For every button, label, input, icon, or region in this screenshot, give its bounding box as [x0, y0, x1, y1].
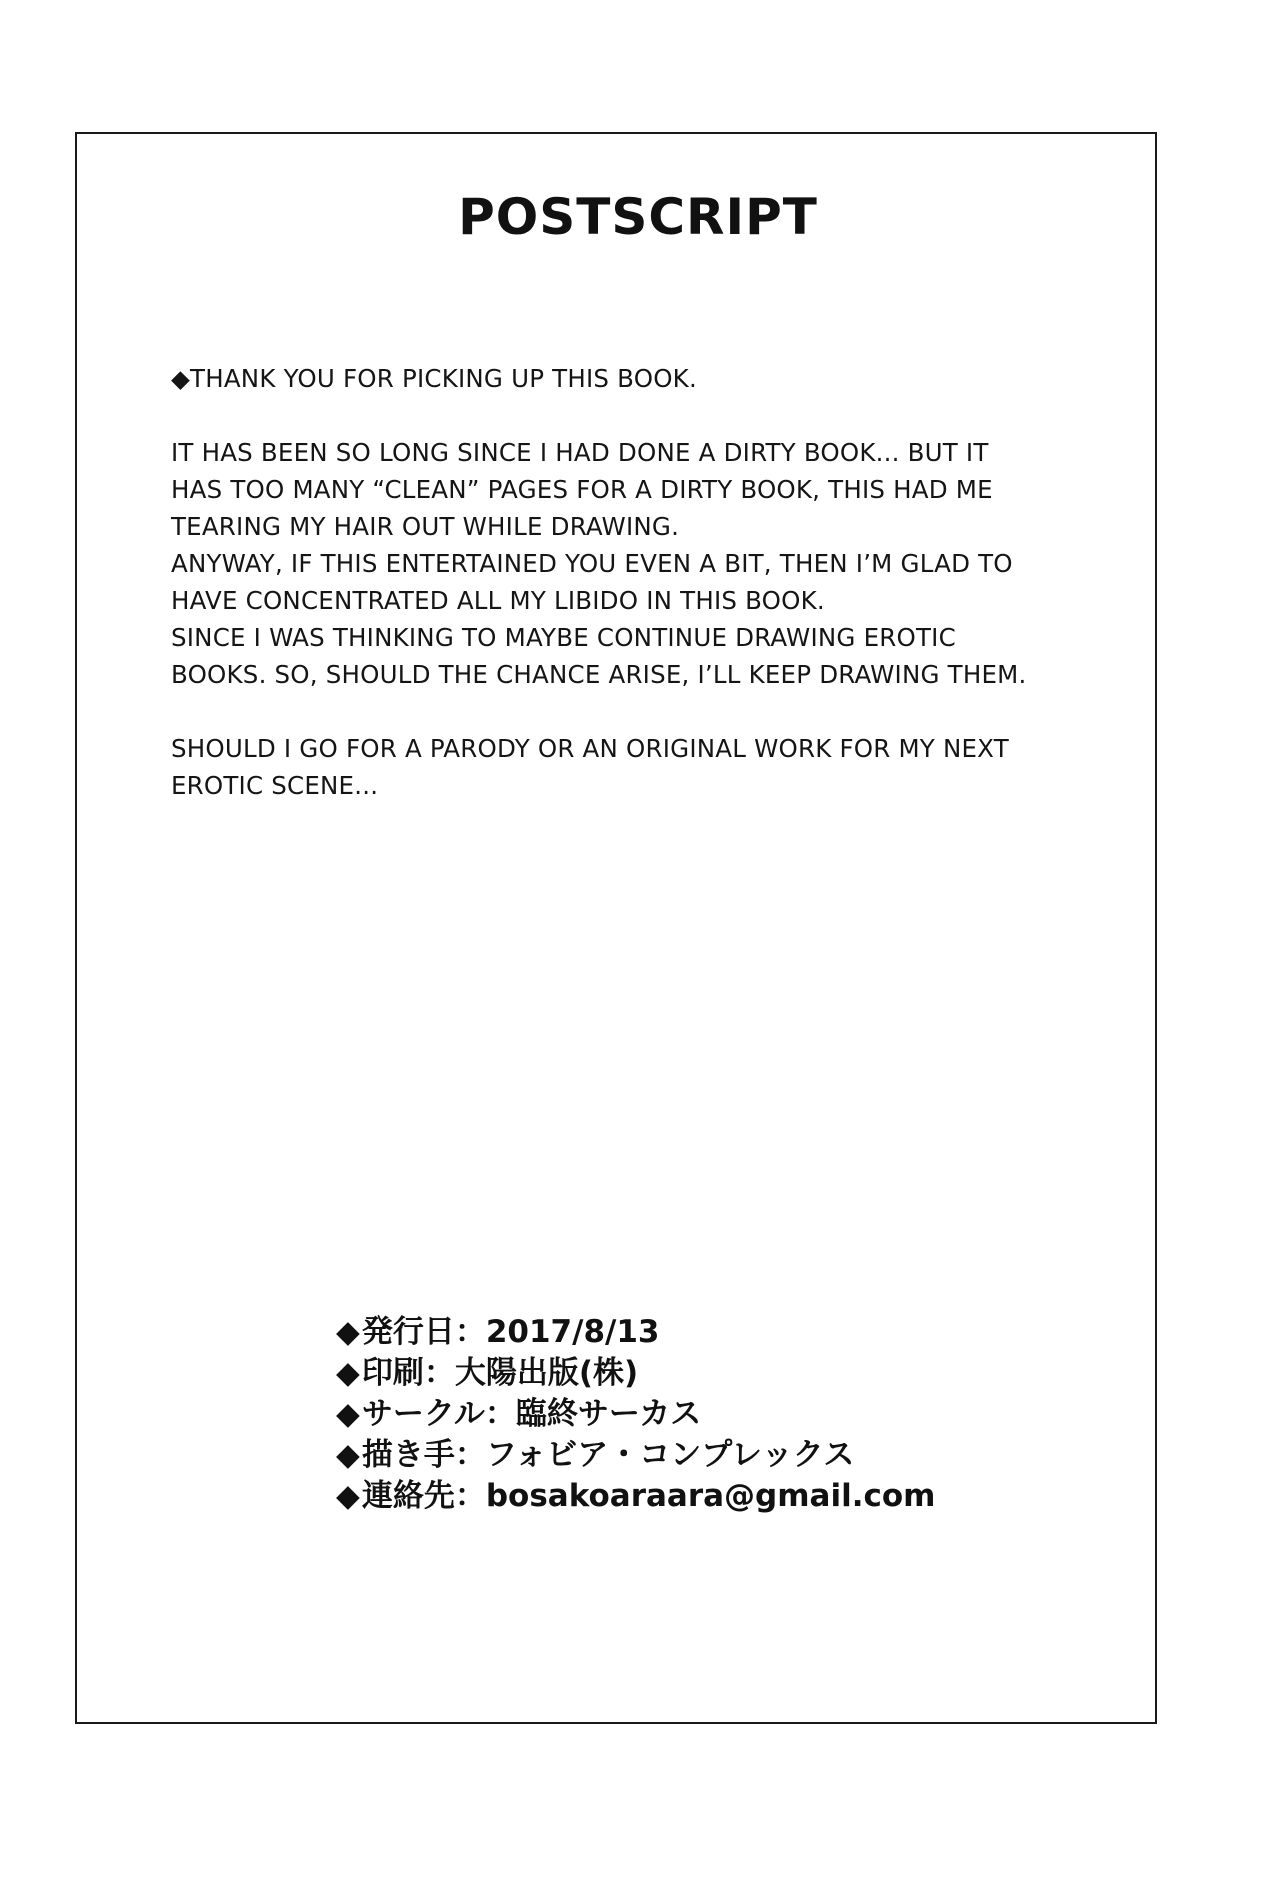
credit-value: 臨終サーカス [515, 1396, 702, 1432]
credit-label: 発行日 [361, 1314, 455, 1350]
diamond-bullet-icon: ◆ [336, 1314, 360, 1350]
credit-row-artist [336, 1435, 935, 1476]
paragraph-2-line-1: IT HAS BEEN SO LONG SINCE I HAD DONE A DIRTY BOOK... BUT IT [171, 438, 989, 467]
credit-row-printer [336, 1353, 935, 1394]
credit-value: フォビア・コンプレックス [485, 1437, 855, 1473]
paragraph-2-line-5: HAVE CONCENTRATED ALL MY LIBIDO IN THIS BOOK. [171, 586, 825, 615]
paragraph-gap [171, 693, 1091, 730]
credit-label: 連絡先 [361, 1478, 455, 1514]
credit-separator: ： [454, 1478, 486, 1514]
credit-label: サークル [361, 1396, 485, 1432]
credit-separator: ： [484, 1396, 516, 1432]
credit-value: 2017/8/13 [485, 1314, 660, 1350]
credit-label: 印刷 [361, 1355, 424, 1391]
postscript-body [171, 360, 1091, 804]
contact-email: bosakoaraara@gmail.com [485, 1478, 936, 1514]
credit-value: 大陽出版(株) [454, 1355, 639, 1391]
diamond-bullet-icon: ◆ [336, 1437, 360, 1473]
credit-separator: ： [454, 1314, 486, 1350]
paragraph-1-line-1: ◆THANK YOU FOR PICKING UP THIS BOOK. [171, 364, 697, 393]
credit-separator: ： [454, 1437, 486, 1473]
credit-row-circle [336, 1394, 935, 1435]
paragraph-2-line-7: BOOKS. SO, SHOULD THE CHANCE ARISE, I’LL KEEP DRAWING THEM. [171, 660, 1027, 689]
credit-row-contact [336, 1476, 935, 1517]
colophon-credits [336, 1312, 935, 1517]
credit-label: 描き手 [361, 1437, 455, 1473]
credit-row-publish-date [336, 1312, 935, 1353]
paragraph-3-line-1: SHOULD I GO FOR A PARODY OR AN ORIGINAL WORK FOR MY NEXT [171, 734, 1009, 763]
paragraph-2-line-4: ANYWAY, IF THIS ENTERTAINED YOU EVEN A BIT, THEN I’M GLAD TO [171, 549, 1013, 578]
diamond-bullet-icon: ◆ [336, 1396, 360, 1432]
diamond-bullet-icon: ◆ [336, 1355, 360, 1391]
diamond-bullet-icon: ◆ [336, 1478, 360, 1514]
paragraph-2-line-2: HAS TOO MANY “CLEAN” PAGES FOR A DIRTY BOOK, THIS HAD ME [171, 475, 993, 504]
credit-separator: ： [423, 1355, 455, 1391]
page-title: POSTSCRIPT [458, 188, 818, 246]
paragraph-gap [171, 397, 1091, 434]
paragraph-2-line-6: SINCE I WAS THINKING TO MAYBE CONTINUE DRAWING EROTIC [171, 623, 956, 652]
paragraph-3-line-2: EROTIC SCENE... [171, 771, 379, 800]
paragraph-2-line-3: TEARING MY HAIR OUT WHILE DRAWING. [171, 512, 680, 541]
